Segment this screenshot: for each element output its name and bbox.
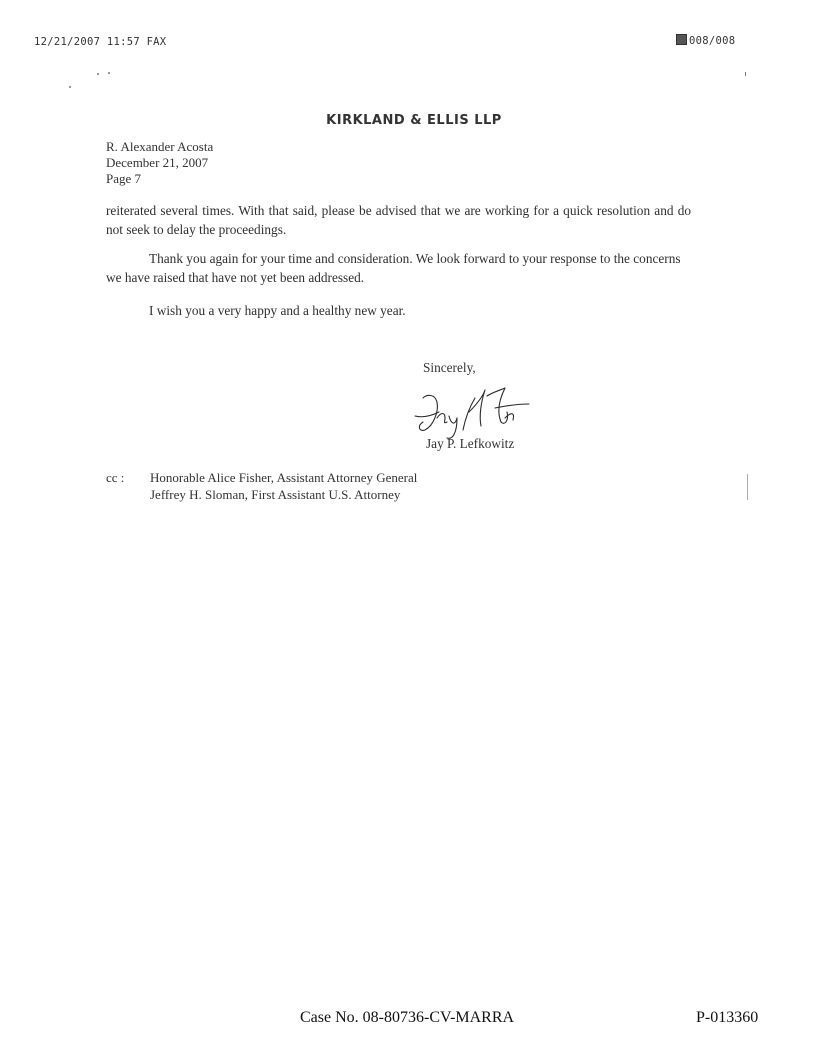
scan-speck — [97, 73, 99, 75]
cc-label: cc : — [106, 470, 125, 485]
fax-page-number: 008/008 — [689, 35, 736, 47]
fax-icon — [676, 34, 687, 45]
scan-speck — [108, 72, 110, 74]
body-paragraph-2 — [106, 249, 691, 287]
footer-page-id: P-013360 — [696, 1009, 759, 1026]
cc-recipient: Honorable Alice Fisher, Assistant Attorney General — [150, 470, 418, 485]
addressee-name: R. Alexander Acosta — [106, 139, 214, 154]
letter-page: Page 7 — [106, 171, 142, 186]
fax-page-counter — [676, 34, 735, 47]
scan-speck — [69, 86, 71, 88]
cc-recipient: Jeffrey H. Sloman, First Assistant U.S. Attorney — [150, 487, 401, 502]
letter-date: December 21, 2007 — [106, 155, 209, 170]
body-paragraph-2-text: Thank you again for your time and consideration. We look forward to your response to the concerns we have raised that have not yet been addressed. — [106, 251, 681, 285]
cc-recipients — [150, 469, 417, 503]
fax-timestamp: 12/21/2007 11:57 FAX — [34, 36, 167, 48]
letterhead-firm-name: KIRKLAND & ELLIS LLP — [326, 113, 502, 128]
closing: Sincerely, — [423, 360, 476, 375]
scan-mark — [747, 474, 748, 500]
signer-name: Jay P. Lefkowitz — [426, 436, 515, 451]
scan-speck — [745, 72, 746, 76]
body-paragraph-3: I wish you a very happy and a healthy new year. — [149, 303, 406, 318]
footer-case-number: Case No. 08-80736-CV-MARRA — [300, 1009, 515, 1026]
body-paragraph-1: reiterated several times. With that said, please be advised that we are working for a quick resolution and do not seek to delay the proceedings. — [106, 203, 691, 237]
handwritten-signature — [409, 382, 539, 442]
addressee-block — [106, 139, 213, 187]
